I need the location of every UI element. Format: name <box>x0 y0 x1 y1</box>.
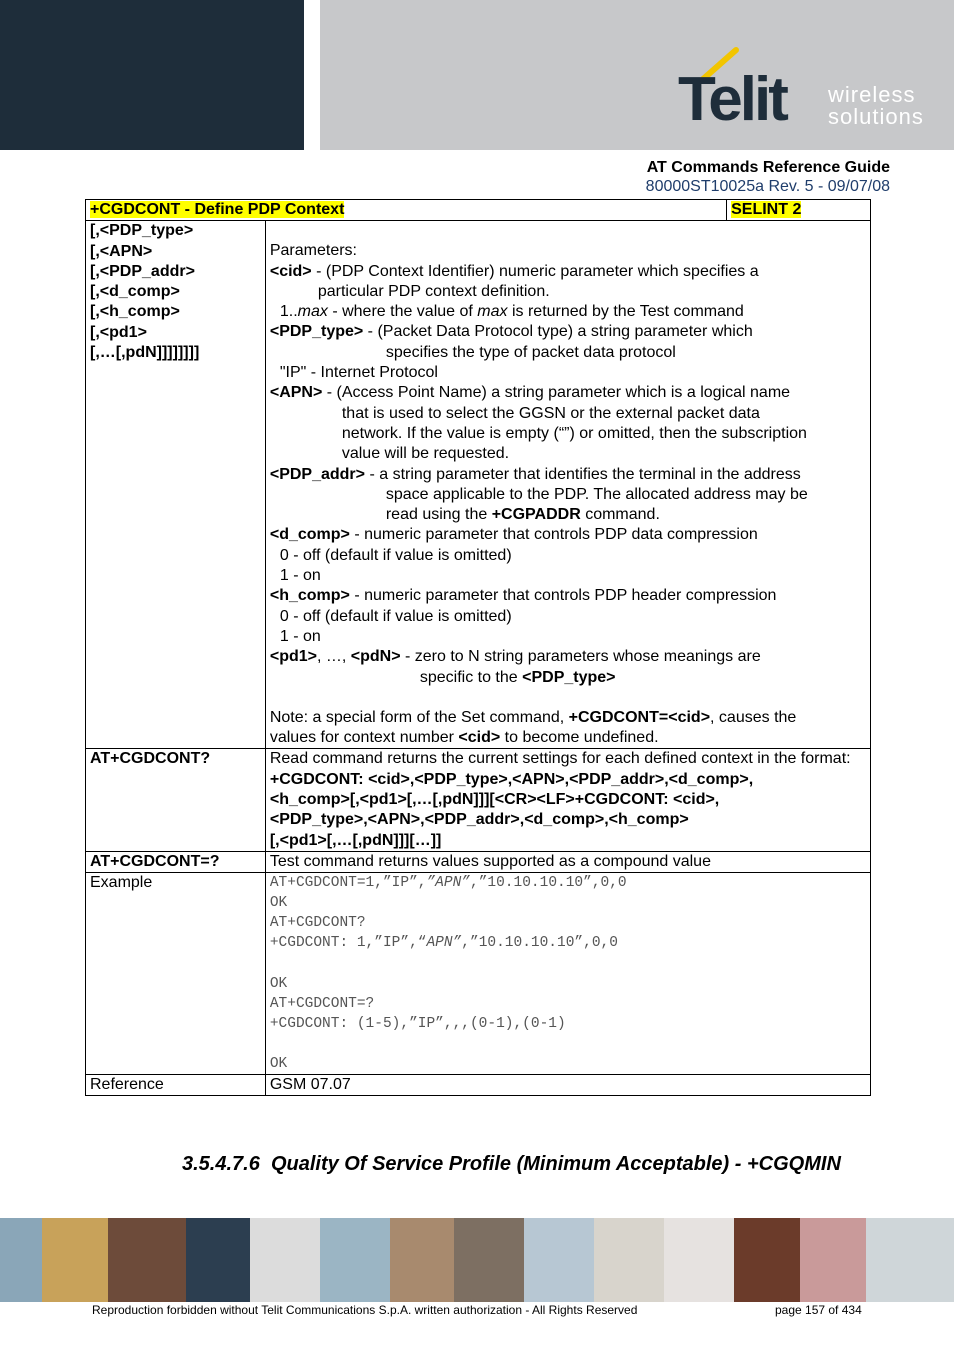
read-format-line: <PDP_type>,<APN>,<PDP_addr>,<d_comp>,<h_comp> <box>269 811 689 829</box>
param-desc: - zero to N string parameters whose meanings are <box>400 648 761 666</box>
param-value-text: max <box>477 303 508 321</box>
example-label: Example <box>86 873 266 1075</box>
param-name: <APN> <box>269 384 323 402</box>
param-desc-text: read using the <box>385 506 492 524</box>
photo-tile <box>664 1218 734 1302</box>
example-text: ”APN” <box>426 875 470 892</box>
param-value-text: is returned by the Test command <box>507 303 744 321</box>
note-text: <cid> <box>458 729 501 747</box>
table-title-row <box>86 200 871 221</box>
note-text: values for context number <box>269 729 459 747</box>
read-command-label: AT+CGDCONT? <box>86 749 266 851</box>
param-desc-text: command. <box>580 506 660 524</box>
param-value: 1 - on <box>279 567 321 585</box>
param-h-comp <box>270 586 866 606</box>
example-blank <box>270 1034 866 1054</box>
example-cell <box>265 873 870 1075</box>
photo-tile <box>594 1218 664 1302</box>
telit-logo <box>672 44 932 134</box>
param-pd <box>270 647 866 667</box>
param-value-text: 1.. <box>279 303 298 321</box>
param-name: <h_comp> <box>269 587 350 605</box>
syntax-line: [,<d_comp> <box>90 283 180 301</box>
param-desc <box>270 505 866 525</box>
param-desc: - a string parameter that identifies the terminal in the address <box>365 465 801 483</box>
syntax-line: [,<APN> <box>90 242 153 260</box>
note-line <box>270 708 866 728</box>
param-desc: particular PDP context definition. <box>317 282 550 300</box>
example-line: OK <box>269 1056 288 1073</box>
note-text: +CGDCONT=<cid> <box>568 708 711 726</box>
param-desc: , …, <box>316 648 351 666</box>
table-row <box>86 1075 871 1096</box>
selint-badge: SELINT 2 <box>731 201 802 218</box>
param-value: 0 - off (default if value is omitted) <box>279 546 512 564</box>
photo-tile <box>524 1218 594 1302</box>
param-desc: specifies the type of packet data protocol <box>385 343 676 361</box>
param-value: 0 - off (default if value is omitted) <box>279 607 512 625</box>
parameters-heading: Parameters: <box>269 242 357 260</box>
photo-tile <box>734 1218 800 1302</box>
example-line: OK <box>269 895 288 912</box>
reference-label: Reference <box>86 1075 266 1096</box>
test-command-label: AT+CGDCONT=? <box>86 851 266 872</box>
param-desc <box>270 668 866 688</box>
param-desc: - (PDP Context Identifier) numeric parameter which specifies a <box>311 262 759 280</box>
photo-tile <box>800 1218 866 1302</box>
photo-tile <box>250 1218 320 1302</box>
footer-page-number: page 157 of 434 <box>775 1303 862 1317</box>
example-line: +CGDCONT: (1-5),”IP”,,,(0-1),(0-1) <box>269 1015 566 1032</box>
guide-revision: 80000ST10025a Rev. 5 - 09/07/08 <box>645 178 890 195</box>
photo-tile <box>108 1218 186 1302</box>
note-text: to become undefined. <box>500 729 659 747</box>
param-desc: network. If the value is empty (“”) or omitted, then the subscription <box>341 424 807 442</box>
param-name: <PDP_addr> <box>269 465 365 483</box>
command-table <box>85 199 871 1096</box>
param-value-text: max <box>297 303 328 321</box>
photo-tile <box>390 1218 454 1302</box>
table-row <box>86 749 871 851</box>
param-desc-text: <PDP_type> <box>522 668 616 686</box>
test-command-description: Test command returns values supported as a compound value <box>265 851 870 872</box>
note-text: , causes the <box>710 708 797 726</box>
example-line <box>270 933 866 953</box>
syntax-line: [,<PDP_type> <box>90 222 194 240</box>
note-line <box>270 728 866 748</box>
example-line: AT+CGDCONT? <box>269 915 366 932</box>
example-text: ,”10.10.10.10”,0,0 <box>461 935 618 952</box>
header-dark-panel <box>0 0 304 150</box>
photo-tile <box>42 1218 108 1302</box>
param-cid <box>270 262 866 282</box>
param-desc: that is used to select the GGSN or the external packet data <box>341 404 760 422</box>
photo-tile <box>454 1218 524 1302</box>
photo-tile <box>320 1218 390 1302</box>
parameters-cell <box>265 221 870 749</box>
param-desc: - (Access Point Name) a string parameter which is a logical name <box>322 384 791 402</box>
syntax-cell <box>86 221 266 749</box>
param-apn <box>270 383 866 403</box>
param-value <box>270 302 866 322</box>
footer-copyright: Reproduction forbidden without Telit Communications S.p.A. written authorization - All Rights Reserved <box>92 1303 638 1317</box>
syntax-line: [,<pd1> <box>90 323 147 341</box>
param-pdp-addr <box>270 465 866 485</box>
read-format-line: [,<pd1>[,…[,pdN]]][…]] <box>269 831 442 849</box>
param-desc: - (Packet Data Protocol type) a string parameter which <box>363 323 753 341</box>
param-name: <PDP_type> <box>269 323 364 341</box>
command-title: +CGDCONT - Define PDP Context <box>90 201 345 218</box>
example-text: ,”10.10.10.10”,0,0 <box>470 875 627 892</box>
read-format-line: <h_comp>[,<pd1>[,…[,pdN]]][<CR><LF>+CGDCONT: <cid>, <box>269 791 720 809</box>
table-row <box>86 851 871 872</box>
guide-title: AT Commands Reference Guide <box>646 159 890 176</box>
example-line <box>270 873 866 893</box>
read-command-cell <box>265 749 870 851</box>
param-name: <d_comp> <box>269 526 350 544</box>
param-desc: - numeric parameter that controls PDP data compression <box>349 526 758 544</box>
table-row <box>86 873 871 1075</box>
param-desc: space applicable to the PDP. The allocated address may be <box>385 485 808 503</box>
logo-tagline-line2: solutions <box>828 104 924 129</box>
param-value: 1 - on <box>279 627 321 645</box>
param-pdp-type <box>270 322 866 342</box>
param-desc: value will be requested. <box>341 445 510 463</box>
read-format-line: +CGDCONT: <cid>,<PDP_type>,<APN>,<PDP_addr>,<d_comp>, <box>269 770 754 788</box>
param-desc-text: specific to the <box>419 668 523 686</box>
param-name: <cid> <box>269 262 312 280</box>
photo-tile <box>0 1218 42 1302</box>
syntax-line: [,…[,pdN]]]]]]]] <box>90 344 200 362</box>
reference-value: GSM 07.07 <box>265 1075 870 1096</box>
example-line: AT+CGDCONT=? <box>269 995 375 1012</box>
example-text: AT+CGDCONT=1,”IP”, <box>269 875 427 892</box>
example-text: +CGDCONT: 1,”IP”,“ <box>269 935 427 952</box>
logo-tagline-line1: wireless <box>828 82 916 107</box>
photo-tile <box>186 1218 250 1302</box>
example-text: APN” <box>426 935 462 952</box>
param-value-text: - where the value of <box>327 303 478 321</box>
param-name: <pd1> <box>269 648 317 666</box>
table-row <box>86 221 871 749</box>
syntax-line: [,<PDP_addr> <box>90 262 195 280</box>
photo-tile <box>866 1218 954 1302</box>
footer-photo-strip <box>0 1218 954 1302</box>
param-desc: - numeric parameter that controls PDP header compression <box>349 587 777 605</box>
example-blank <box>270 954 866 974</box>
logo-wordmark: Telit <box>678 65 786 134</box>
param-value: "IP" - Internet Protocol <box>279 364 438 382</box>
param-d-comp <box>270 525 866 545</box>
example-line: OK <box>269 975 288 992</box>
logo-tagline <box>828 84 924 128</box>
param-name: <pdN> <box>350 648 401 666</box>
read-description: Read command returns the current settings for each defined context in the format: <box>269 750 851 768</box>
note-text: Note: a special form of the Set command, <box>269 708 569 726</box>
param-desc-text: +CGPADDR <box>491 506 581 524</box>
section-title: 3.5.4.7.6 Quality Of Service Profile (Minimum Acceptable) - +CGQMIN <box>182 1153 841 1175</box>
syntax-line: [,<h_comp> <box>90 303 180 321</box>
